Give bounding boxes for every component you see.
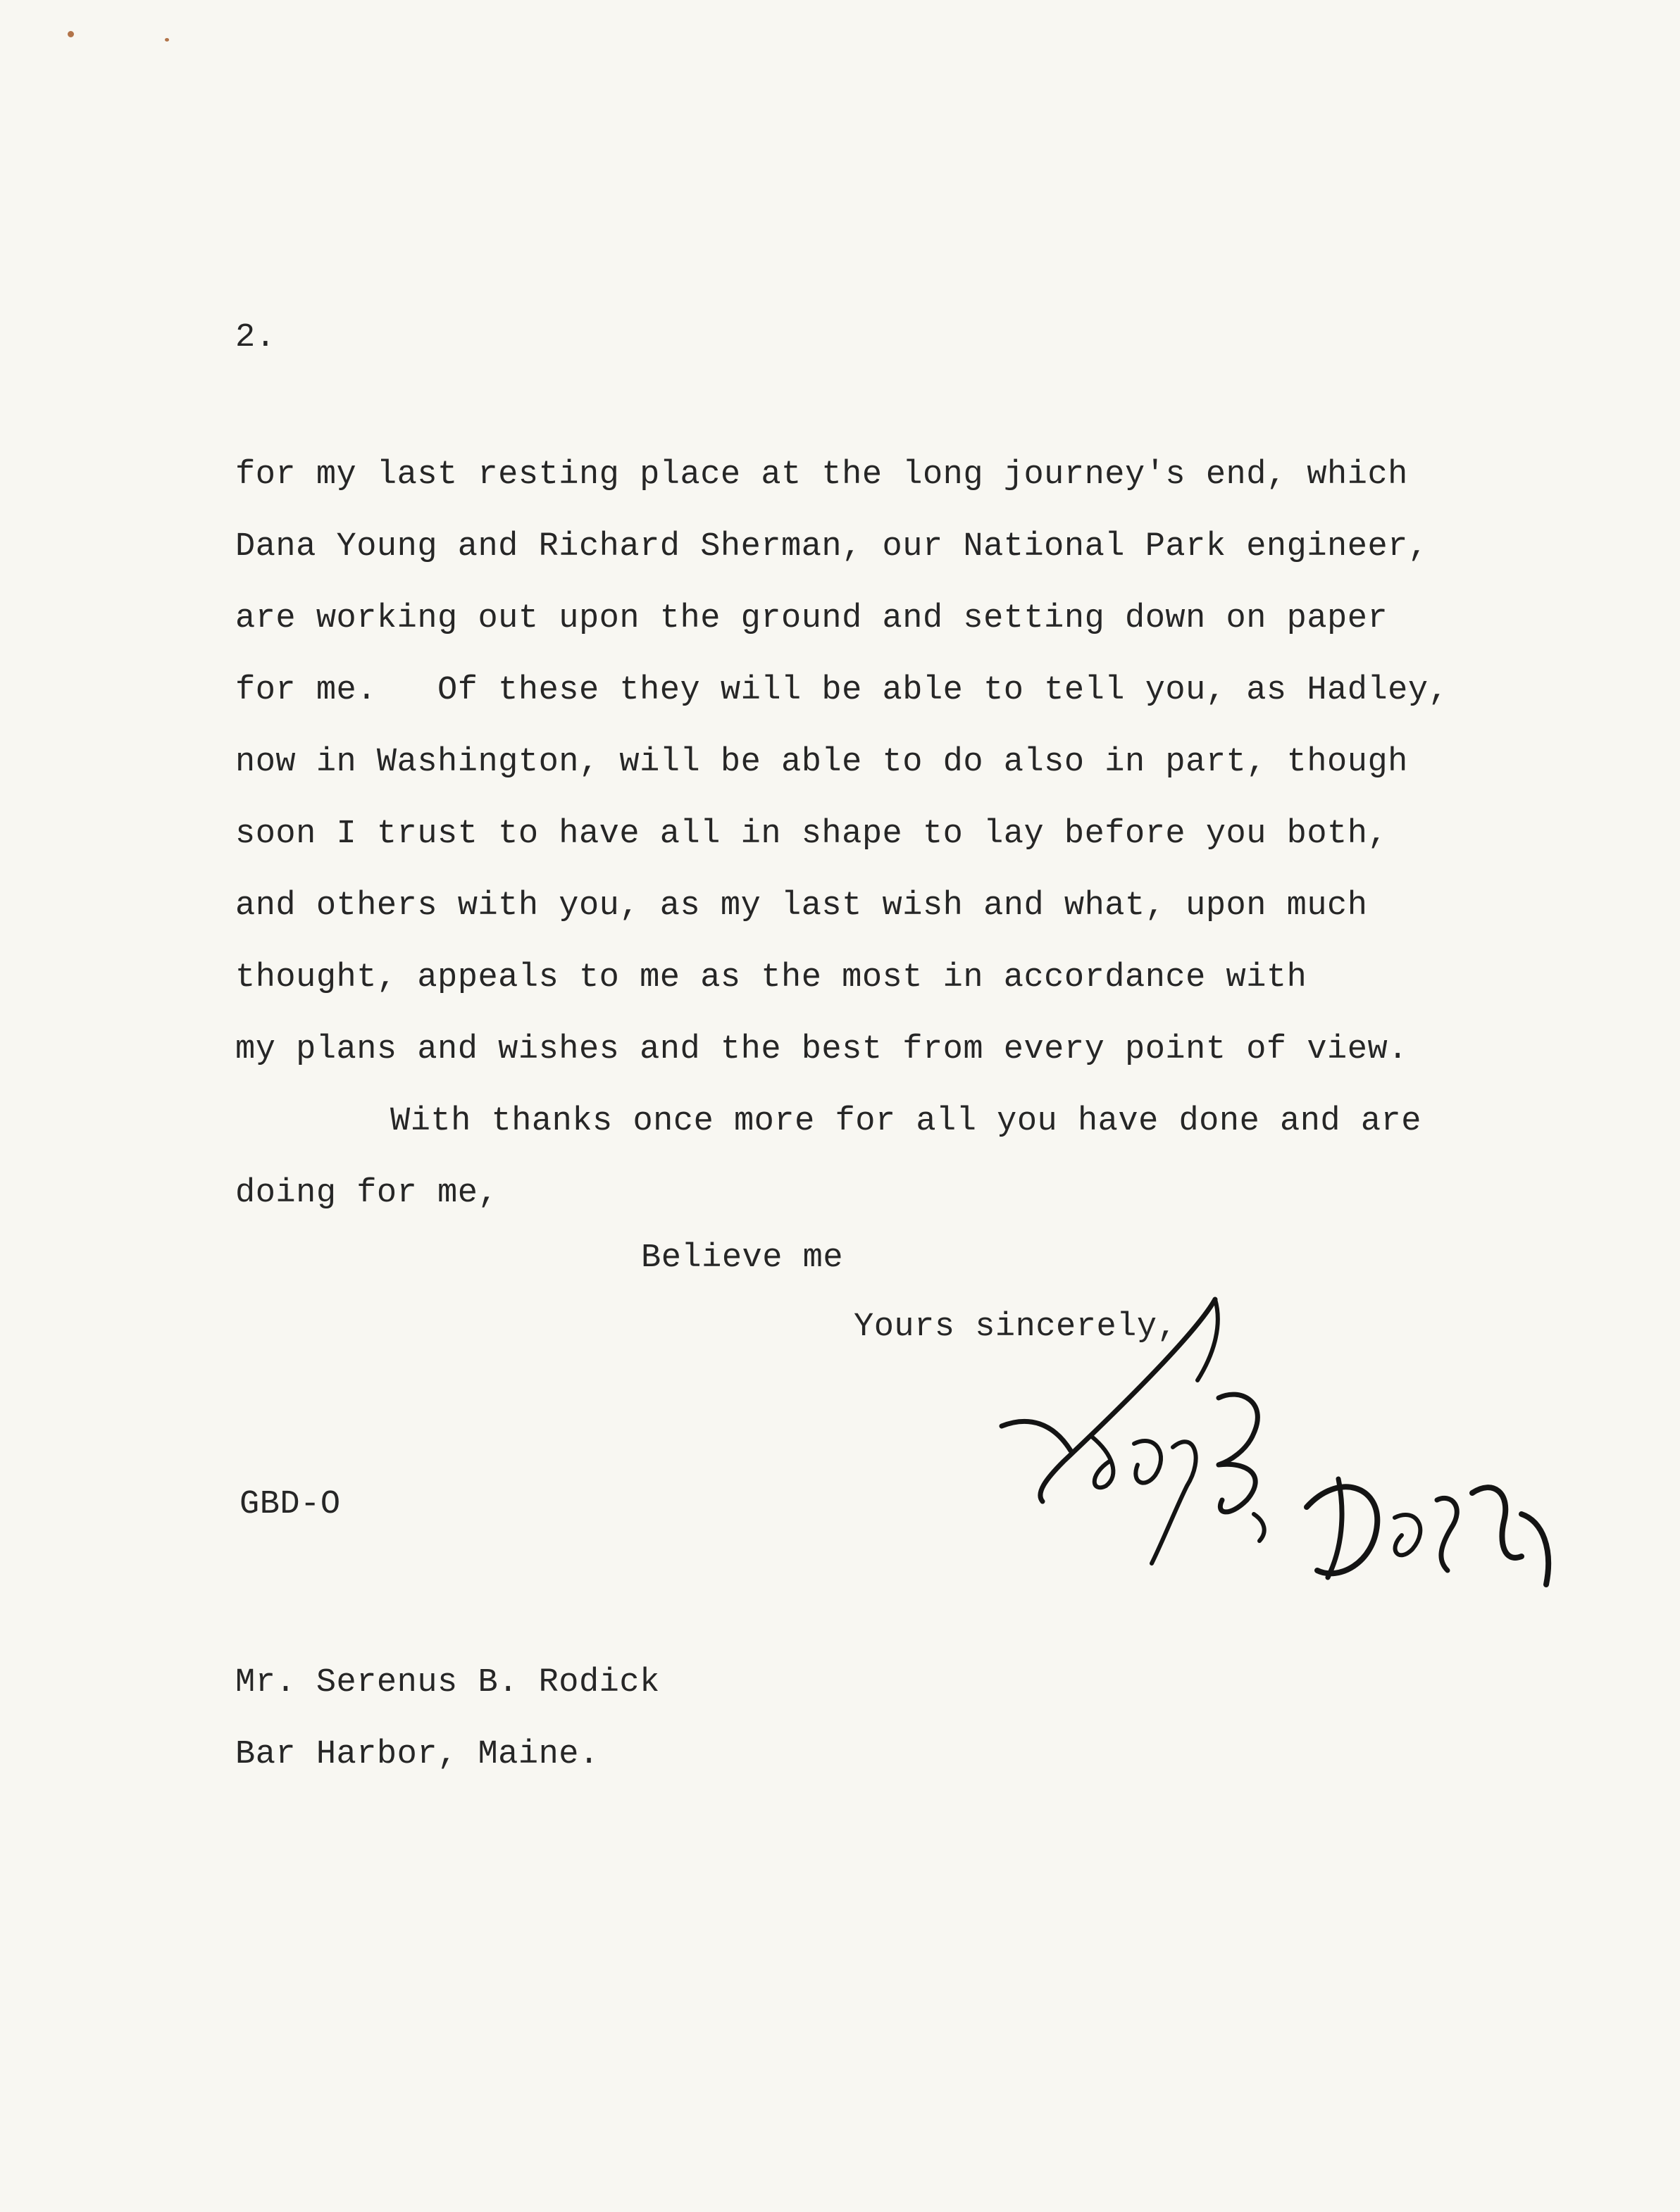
body-line: are working out upon the ground and setting down on paper bbox=[235, 600, 1388, 637]
body-line: now in Washington, will be able to do also in part, though bbox=[235, 744, 1408, 781]
body-line: for my last resting place at the long journey's end, which bbox=[235, 456, 1408, 494]
addressee-name: Mr. Serenus B. Rodick bbox=[235, 1664, 660, 1701]
typist-initials: GBD-O bbox=[239, 1486, 341, 1523]
stain-mark bbox=[68, 31, 74, 37]
body-line: Dana Young and Richard Sherman, our National Park engineer, bbox=[235, 528, 1429, 566]
body-line: doing for me, bbox=[235, 1175, 499, 1212]
signature-image bbox=[986, 1282, 1564, 1732]
body-line: With thanks once more for all you have done and are bbox=[390, 1103, 1421, 1140]
closing-yours-sincerely: Yours sincerely, bbox=[854, 1308, 1178, 1346]
body-line: for me. Of these they will be able to tell you, as Hadley, bbox=[235, 672, 1449, 709]
body-line: and others with you, as my last wish and what, upon much bbox=[235, 887, 1368, 925]
stain-mark bbox=[165, 38, 169, 42]
body-line: thought, appeals to me as the most in accordance with bbox=[235, 959, 1307, 996]
addressee-place: Bar Harbor, Maine. bbox=[235, 1736, 599, 1773]
body-line: my plans and wishes and the best from every point of view. bbox=[235, 1031, 1408, 1068]
closing-believe-me: Believe me bbox=[641, 1239, 844, 1277]
body-line: soon I trust to have all in shape to lay before you both, bbox=[235, 816, 1388, 853]
page-number: 2. bbox=[235, 319, 276, 356]
